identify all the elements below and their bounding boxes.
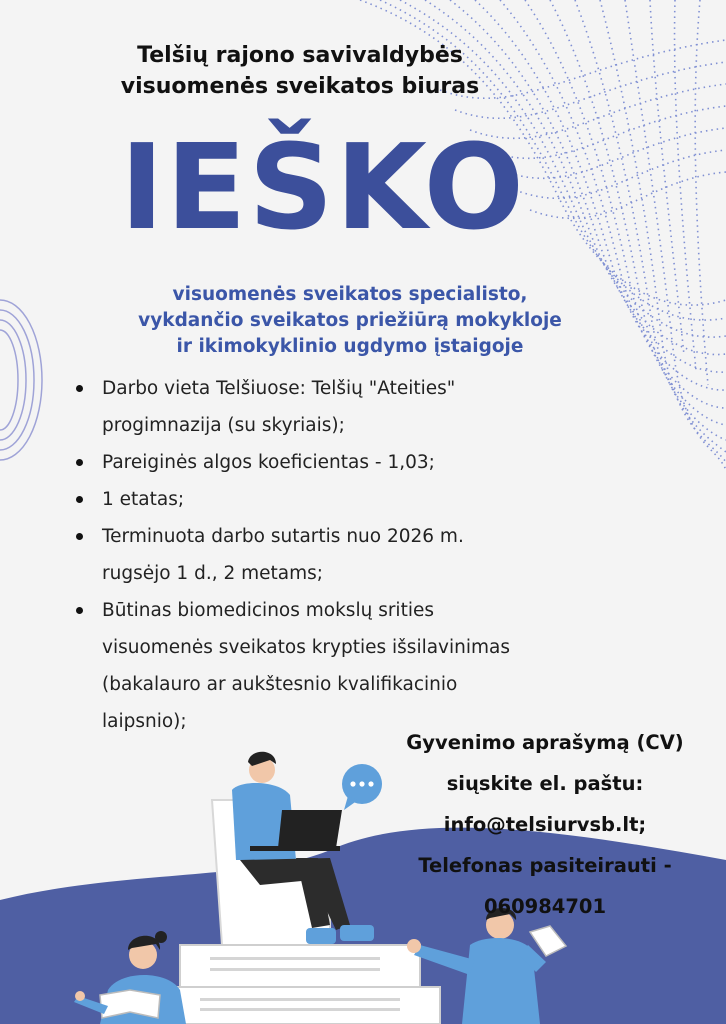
list-item-line: (bakalauro ar aukštesnio kvalifikacinio bbox=[102, 674, 458, 695]
list-item-line: visuomenės sveikatos krypties išsilavinimas bbox=[102, 637, 511, 658]
position-line-1: visuomenės sveikatos specialisto, bbox=[172, 284, 528, 305]
chat-bubble-icon bbox=[342, 764, 382, 810]
bullet bbox=[76, 496, 83, 503]
list-item bbox=[70, 370, 540, 444]
bullet bbox=[76, 385, 83, 392]
list-item-line: Pareiginės algos koeficientas - 1,03; bbox=[102, 452, 435, 473]
position-line-3: ir ikimokyklinio ugdymo įstaigoje bbox=[176, 336, 524, 357]
contact-line-4: Telefonas pasiteirauti - bbox=[418, 854, 672, 877]
list-item-line: Terminuota darbo sutartis nuo 2026 m. bbox=[102, 526, 464, 547]
list-item-line: progimnazija (su skyriais); bbox=[102, 415, 345, 436]
requirements-list bbox=[70, 370, 540, 740]
list-item-line: 1 etatas; bbox=[102, 489, 185, 510]
list-item bbox=[70, 444, 540, 481]
contact-info bbox=[390, 722, 700, 927]
contact-line-1: Gyvenimo aprašymą (CV) bbox=[406, 731, 684, 754]
contact-line-2: siųskite el. paštu: bbox=[446, 772, 644, 795]
list-item-line: Darbo vieta Telšiuose: Telšių "Ateities" bbox=[102, 378, 456, 399]
headline: IEŠKO bbox=[120, 118, 526, 256]
list-item-line: laipsnio); bbox=[102, 711, 187, 732]
position-line-2: vykdančio sveikatos priežiūrą mokykloje bbox=[138, 310, 562, 331]
bullet bbox=[76, 459, 83, 466]
list-item-line: Būtinas biomedicinos mokslų srities bbox=[102, 600, 434, 621]
list-item bbox=[70, 481, 540, 518]
contact-email[interactable]: info@telsiurvsb.lt; bbox=[443, 813, 647, 836]
org-line-1: Telšių rajono savivaldybės bbox=[137, 43, 463, 68]
contact-phone[interactable]: 060984701 bbox=[483, 895, 607, 918]
bullet bbox=[76, 533, 83, 540]
org-line-2: visuomenės sveikatos biuras bbox=[120, 74, 480, 99]
list-item-line: rugsėjo 1 d., 2 metams; bbox=[102, 563, 324, 584]
list-item bbox=[70, 518, 540, 592]
organization-name bbox=[40, 40, 560, 102]
bullet bbox=[76, 607, 83, 614]
books-stack bbox=[170, 945, 440, 1024]
position-title bbox=[90, 282, 610, 360]
list-item bbox=[70, 592, 540, 740]
